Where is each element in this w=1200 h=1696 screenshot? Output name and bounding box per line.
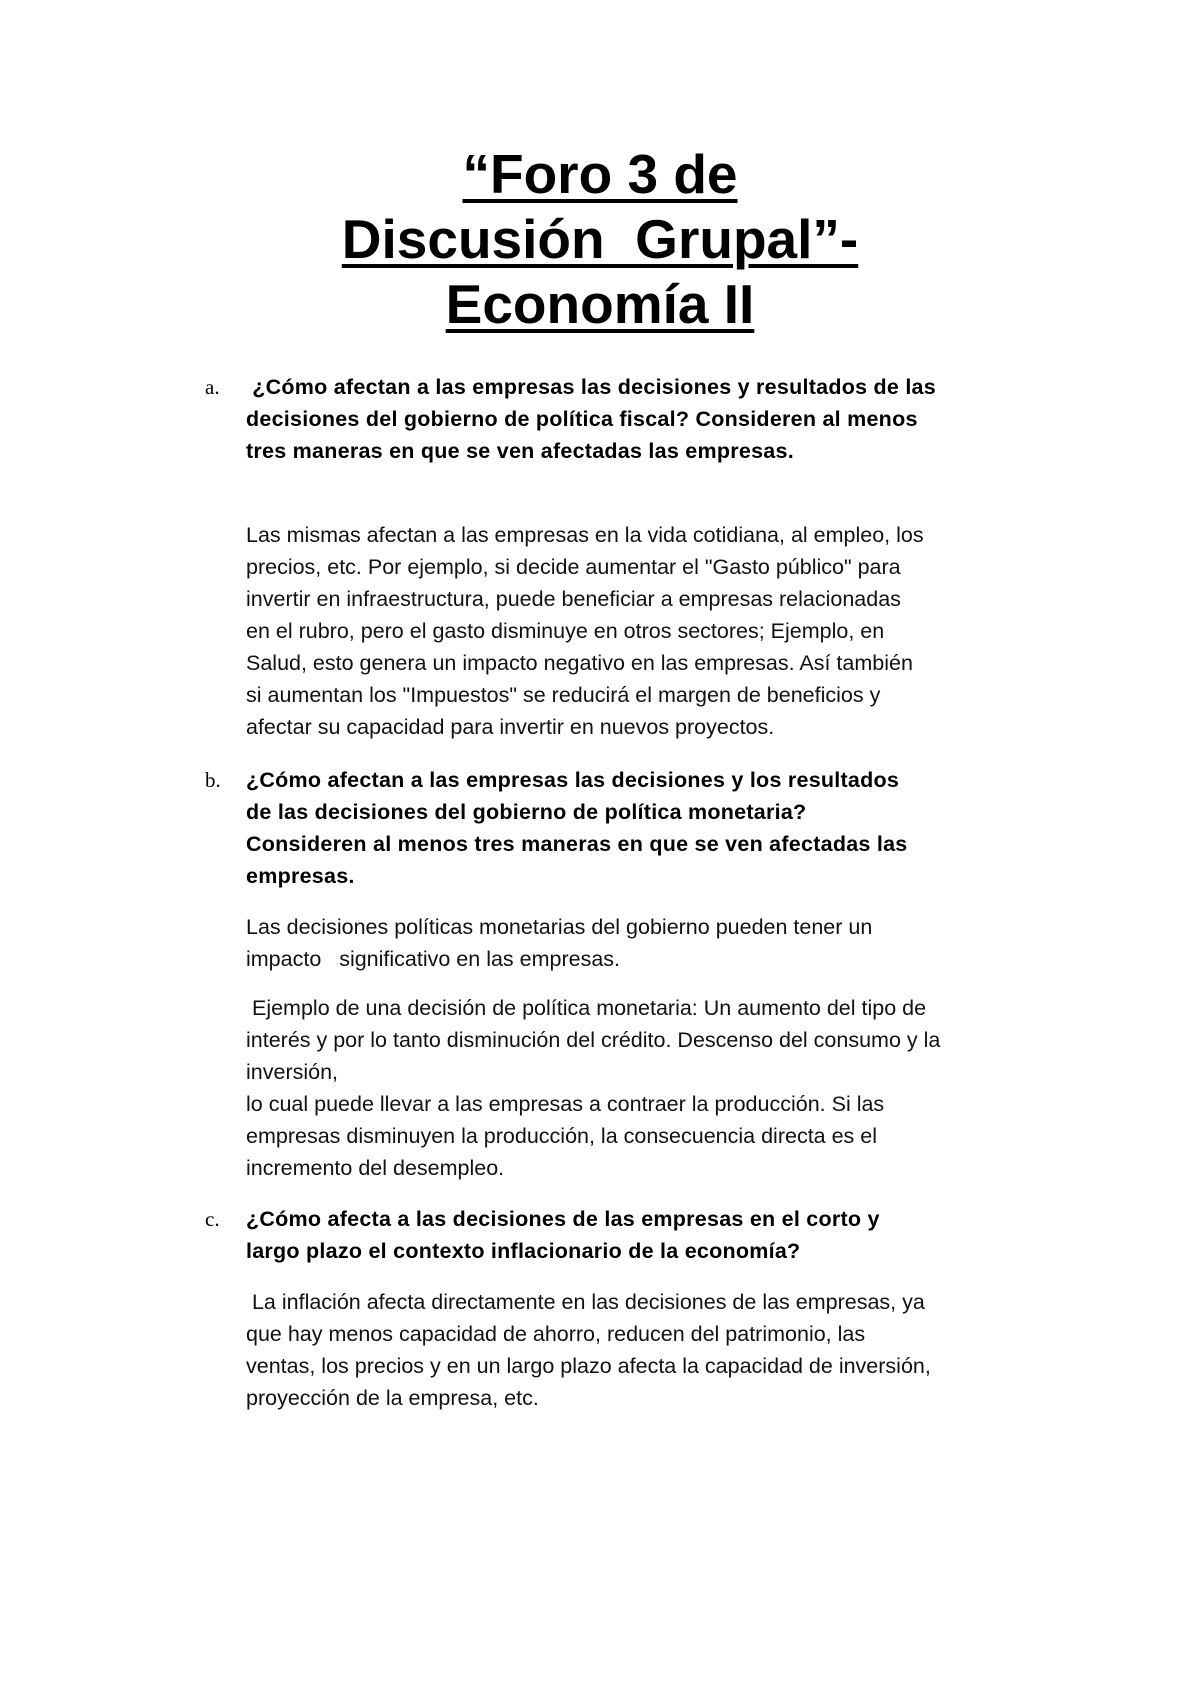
answer-line: proyección de la empresa, etc. <box>246 1386 539 1410</box>
question-line: tres maneras en que se ven afectadas las empresas. <box>246 439 794 463</box>
question-line: ¿Cómo afecta a las decisiones de las empresas en el corto y <box>246 1207 880 1231</box>
answer-line: lo cual puede llevar a las empresas a contraer la producción. Si las <box>246 1092 885 1116</box>
answer-line: afectar su capacidad para invertir en nuevos proyectos. <box>246 715 775 739</box>
title-line: Discusión Grupal”- <box>341 208 859 270</box>
answer-line: incremento del desempleo. <box>246 1156 505 1180</box>
section-marker: a. <box>205 375 220 399</box>
answer-line: ventas, los precios y en un largo plazo afecta la capacidad de inversión, <box>246 1354 931 1378</box>
question-line: empresas. <box>246 864 355 888</box>
answer-line: impacto significativo en las empresas. <box>246 947 621 971</box>
document-title <box>0 142 1200 337</box>
answer-a <box>246 519 1066 743</box>
answer-line: que hay menos capacidad de ahorro, reducen del patrimonio, las <box>246 1322 866 1346</box>
section-marker: b. <box>205 768 221 792</box>
answer-line: Las decisiones políticas monetarias del gobierno pueden tener un <box>246 915 873 939</box>
question-line: decisiones del gobierno de política fiscal? Consideren al menos <box>246 407 918 431</box>
answer-line: Las mismas afectan a las empresas en la vida cotidiana, al empleo, los <box>246 523 924 547</box>
answer-line: inversión, <box>246 1060 339 1084</box>
question-line: Consideren al menos tres maneras en que se ven afectadas las <box>246 832 908 856</box>
question-c <box>246 1203 1046 1267</box>
answer-line: interés y por lo tanto disminución del crédito. Descenso del consumo y la <box>246 1028 941 1052</box>
answer-line: Salud, esto genera un impacto negativo en las empresas. Así también <box>246 651 913 675</box>
answer-line: en el rubro, pero el gasto disminuye en otros sectores; Ejemplo, en <box>246 619 885 643</box>
question-a <box>246 371 1046 467</box>
answer-line: precios, etc. Por ejemplo, si decide aumentar el "Gasto público" para <box>246 555 901 579</box>
title-line: Economía II <box>445 273 755 335</box>
question-b <box>246 764 1046 892</box>
question-line: ¿Cómo afectan a las empresas las decisiones y los resultados <box>246 768 900 792</box>
answer-c <box>246 1286 1066 1414</box>
section-marker: c. <box>205 1207 220 1231</box>
answer-line: si aumentan los "Impuestos" se reducirá el margen de beneficios y <box>246 683 881 707</box>
answer-line: invertir en infraestructura, puede beneficiar a empresas relacionadas <box>246 587 901 611</box>
question-line: largo plazo el contexto inflacionario de la economía? <box>246 1239 801 1263</box>
answer-line: empresas disminuyen la producción, la consecuencia directa es el <box>246 1124 878 1148</box>
question-line: ¿Cómo afectan a las empresas las decisiones y resultados de las <box>246 375 936 399</box>
question-line: de las decisiones del gobierno de política monetaria? <box>246 800 807 824</box>
title-line: “Foro 3 de <box>462 143 738 205</box>
answer-b-2 <box>246 992 1066 1184</box>
answer-line: Ejemplo de una decisión de política monetaria: Un aumento del tipo de <box>246 996 927 1020</box>
answer-b-1 <box>246 911 1066 975</box>
answer-line: La inflación afecta directamente en las decisiones de las empresas, ya <box>246 1290 925 1314</box>
